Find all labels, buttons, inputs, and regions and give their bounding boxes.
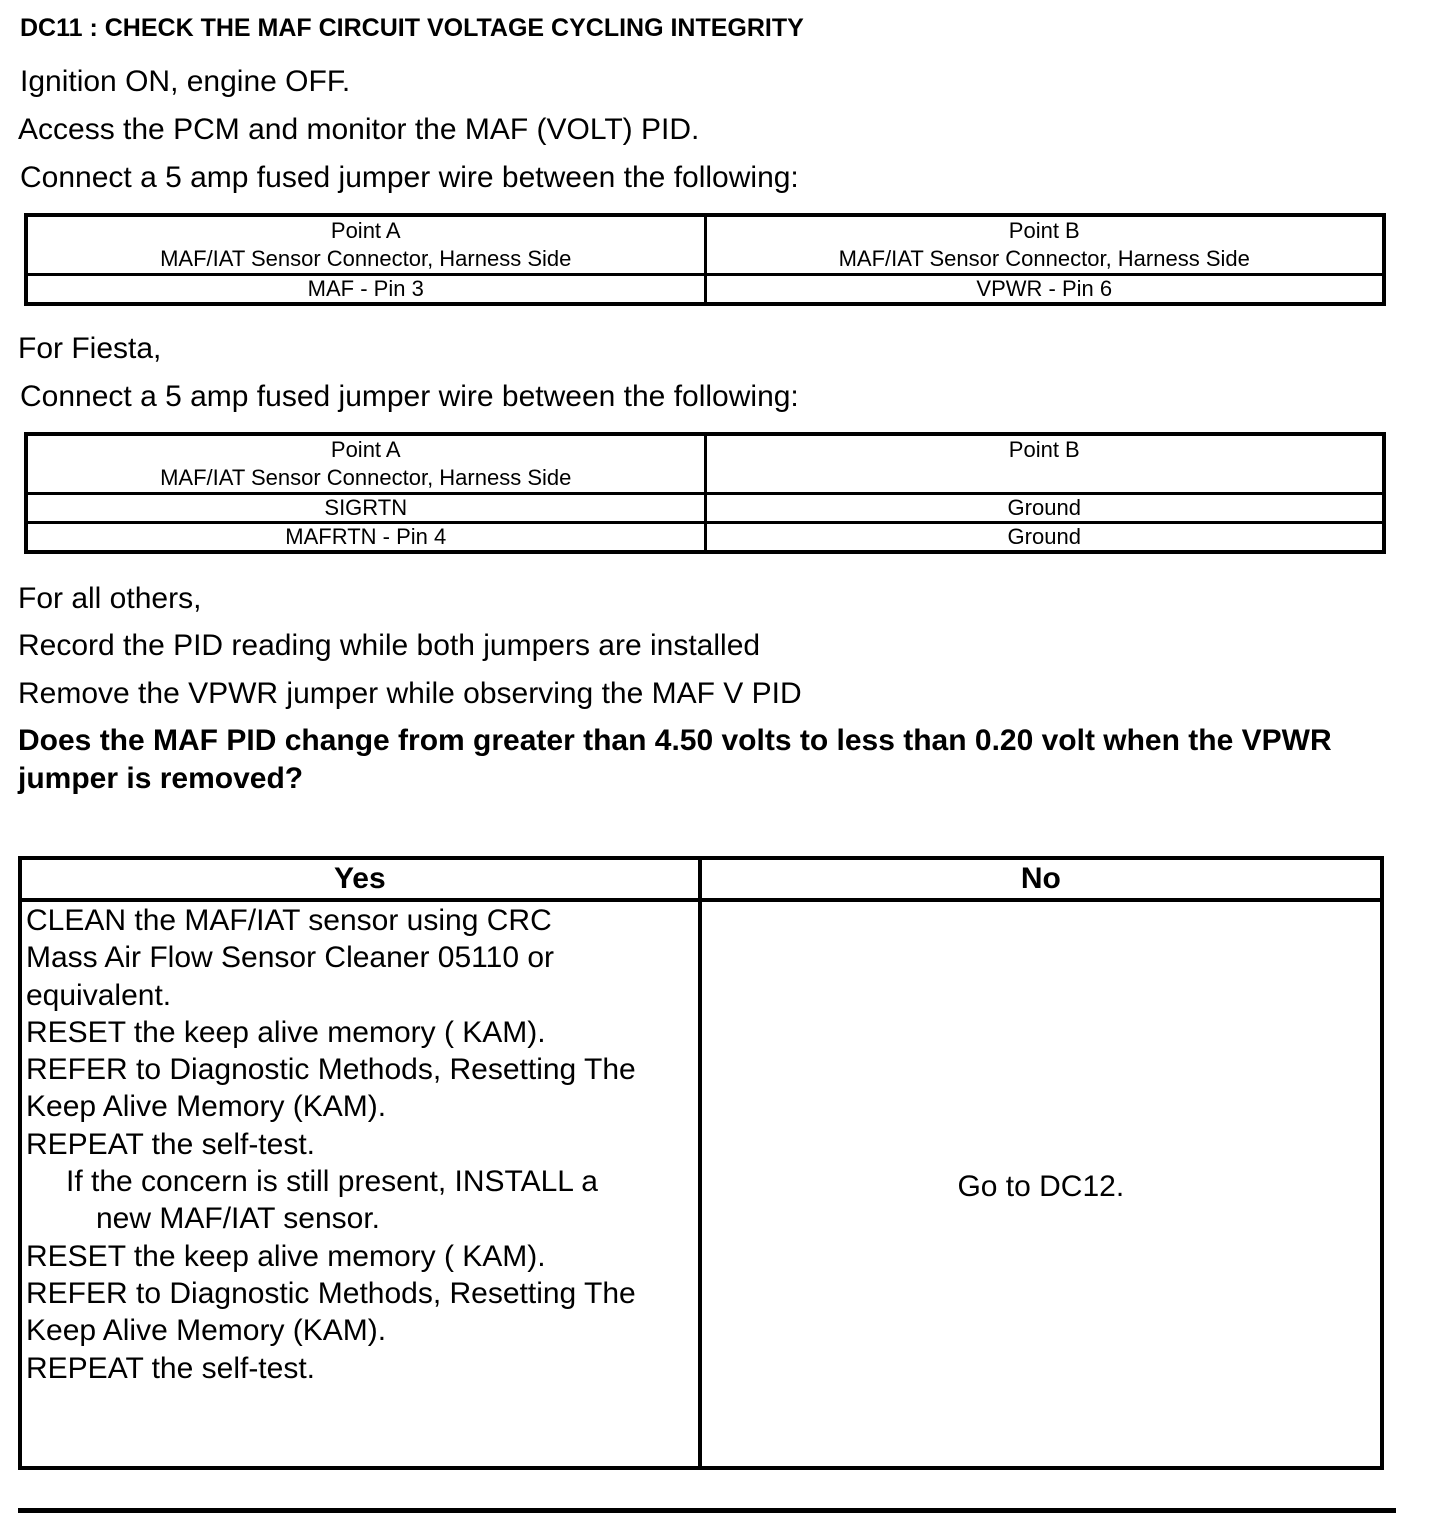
- yes-line: new MAF/IAT sensor.: [96, 1202, 380, 1236]
- instruction-record-pid: Record the PID reading while both jumpers are installed: [18, 629, 761, 662]
- table2-cell-b: Ground: [705, 494, 1384, 523]
- table-row: [26, 523, 1384, 553]
- yes-line: REPEAT the self-test.: [26, 1351, 315, 1385]
- yes-line: REFER to Diagnostic Methods, Resetting The: [26, 1276, 636, 1310]
- instruction-access-pcm: Access the PCM and monitor the MAF (VOLT) PID.: [18, 113, 700, 146]
- table2-cell-a: SIGRTN: [26, 494, 705, 523]
- table2-point-a-label: Point A: [330, 437, 401, 462]
- yes-line: REPEAT the self-test.: [26, 1127, 315, 1161]
- table1-point-a-label: Point A: [330, 218, 401, 243]
- table2-point-b-label: Point B: [1008, 437, 1080, 462]
- no-header: No: [700, 858, 1382, 900]
- table1-point-a-header: [26, 215, 705, 275]
- yes-line: Keep Alive Memory (KAM).: [26, 1314, 387, 1348]
- yes-header: Yes: [20, 858, 700, 900]
- yes-line: If the concern is still present, INSTALL a: [66, 1165, 598, 1199]
- table1-point-b-label: Point B: [1008, 218, 1080, 243]
- fiesta-instruction: Connect a 5 amp fused jumper wire between the following:: [20, 380, 799, 413]
- table1-point-b-header: [705, 215, 1384, 275]
- table1-cell-b: VPWR - Pin 6: [705, 275, 1384, 305]
- table1-cell-a: MAF - Pin 3: [26, 275, 705, 305]
- table2-cell-a: MAFRTN - Pin 4: [26, 523, 705, 553]
- test-question: Does the MAF PID change from greater than 4.50 volts to less than 0.20 volt when the VPWR jumper is removed?: [18, 724, 1332, 795]
- jumper-table-1: [24, 213, 1386, 306]
- table2-point-a-header: [26, 434, 705, 494]
- yes-line: RESET the keep alive memory ( KAM).: [26, 1015, 546, 1049]
- table-row: [26, 494, 1384, 523]
- instruction-remove-jumper: Remove the VPWR jumper while observing the MAF V PID: [18, 677, 802, 710]
- yes-cell: [20, 900, 700, 1468]
- yes-line: Keep Alive Memory (KAM).: [26, 1090, 387, 1124]
- jumper-table-2: [24, 432, 1386, 554]
- yes-line: RESET the keep alive memory ( KAM).: [26, 1239, 546, 1273]
- bottom-divider: [18, 1508, 1396, 1513]
- instruction-connect-jumper: Connect a 5 amp fused jumper wire between the following:: [20, 161, 799, 194]
- step-heading: DC11 : CHECK THE MAF CIRCUIT VOLTAGE CYCLING INTEGRITY: [20, 14, 804, 42]
- yes-line: equivalent.: [26, 978, 172, 1012]
- table2-cell-b: Ground: [705, 523, 1384, 553]
- table2-point-a-sub: MAF/IAT Sensor Connector, Harness Side: [160, 465, 572, 490]
- no-cell: Go to DC12.: [700, 900, 1382, 1468]
- yes-line: Mass Air Flow Sensor Cleaner 05110 or: [26, 941, 555, 975]
- result-table: [18, 856, 1384, 1470]
- yes-line: REFER to Diagnostic Methods, Resetting The: [26, 1053, 636, 1087]
- all-others-label: For all others,: [18, 582, 202, 615]
- yes-line: CLEAN the MAF/IAT sensor using CRC: [26, 904, 552, 937]
- table2-point-b-header: [705, 434, 1384, 494]
- fiesta-label: For Fiesta,: [18, 332, 162, 365]
- table1-point-b-sub: MAF/IAT Sensor Connector, Harness Side: [838, 246, 1250, 271]
- table-row: [26, 275, 1384, 305]
- instruction-ignition: Ignition ON, engine OFF.: [20, 65, 351, 98]
- table1-point-a-sub: MAF/IAT Sensor Connector, Harness Side: [160, 246, 572, 271]
